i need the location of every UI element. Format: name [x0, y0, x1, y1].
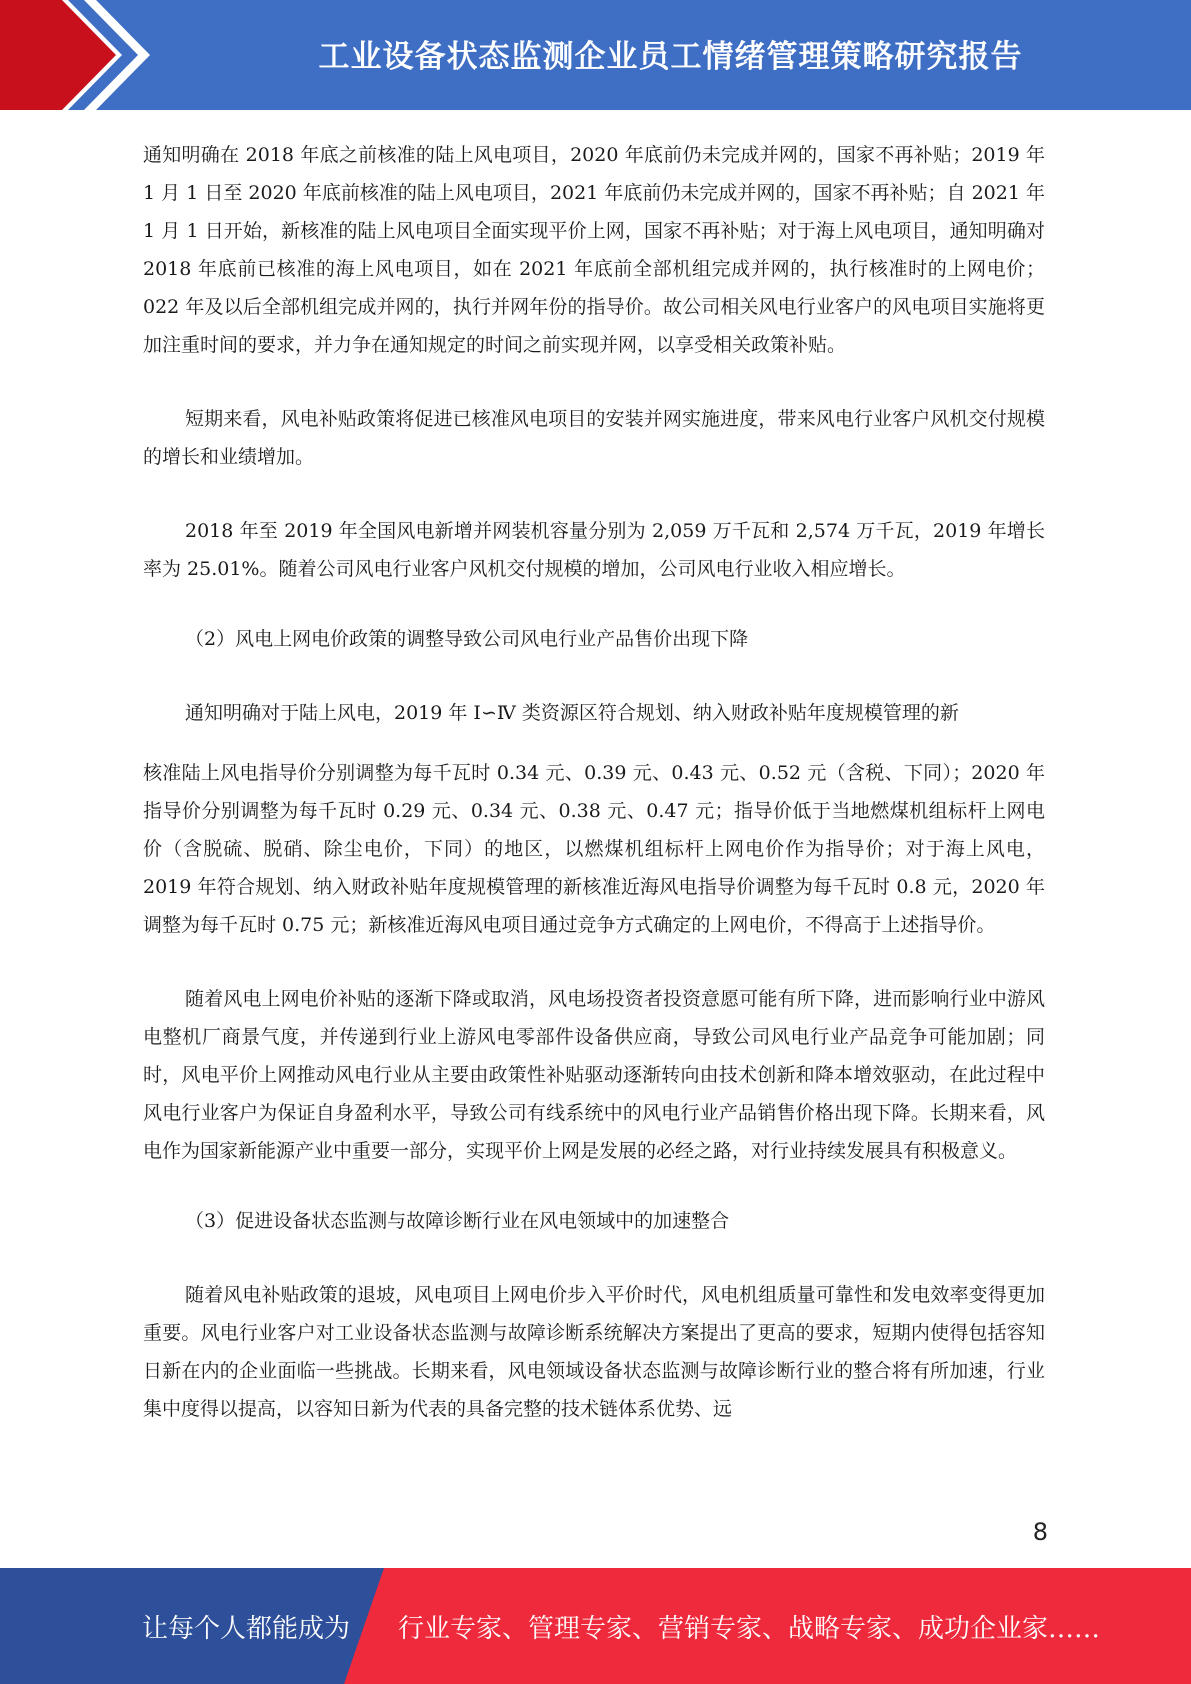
footer-slogan-right: 行业专家、管理专家、营销专家、战略专家、成功企业家…… [398, 1613, 1101, 1644]
page-number: 8 [1032, 1518, 1048, 1546]
report-title: 工业设备状态监测企业员工情绪管理策略研究报告 [318, 38, 1023, 75]
paragraph-1: 通知明确在 2018 年底之前核准的陆上风电项目，2020 年底前仍未完成并网的，国家不再补贴；2019 年 1 月 1 日至 2020 年底前核准的陆上风电项目，2021 年底前仍未完成并网的，国家不再补贴；自 2021 年 1 月 1 日开始，新核准的陆上风电项目全面实现平价上网，国家不再补贴；对于海上风电项目，通知明确对 2018 年底前已核准的海上风电项目，如在 2021 年底前全部机组完成并网的，执行核准时的上网电价；022 年及以后全部机组完成并网的，执行并网年份的指导价。故公司相关风电行业客户的风电项目实施将更加注重时间的要求，并力争在通知规定的时间之前实现并网，以享受相关政策补贴。 [143, 144, 1045, 356]
paragraph-6: 随着风电补贴政策的退坡，风电项目上网电价步入平价时代，风电机组质量可靠性和发电效率变得更加重要。风电行业客户对工业设备状态监测与故障诊断系统解决方案提出了更高的要求，短期内使得包括容知日新在内的企业面临一些挑战。长期来看，风电领域设备状态监测与故障诊断行业的整合将有所加速，行业集中度得以提高，以容知日新为代表的具备完整的技术链体系优势、远 [143, 1284, 1045, 1420]
section-heading-3: （3）促进设备状态监测与故障诊断行业在风电领域中的加速整合 [185, 1210, 730, 1232]
footer-banner [0, 1568, 1191, 1684]
paragraph-3: 2018 年至 2019 年全国风电新增并网装机容量分别为 2,059 万千瓦和 2,574 万千瓦，2019 年增长率为 25.01%。随着公司风电行业客户风机交付规模的增加，公司风电行业收入相应增长。 [143, 520, 1045, 580]
paragraph-4-first-line: 通知明确对于陆上风电，2019 年 Ⅰ∽Ⅳ 类资源区符合规划、纳入财政补贴年度规模管理的新 [185, 702, 959, 724]
footer-slogan-left: 让每个人都能成为 [142, 1613, 351, 1644]
paragraph-2: 短期来看，风电补贴政策将促进已核准风电项目的安装并网实施进度，带来风电行业客户风机交付规模的增长和业绩增加。 [143, 408, 1045, 468]
header-banner [0, 0, 1191, 110]
paragraph-5: 随着风电上网电价补贴的逐渐下降或取消，风电场投资者投资意愿可能有所下降，进而影响行业中游风电整机厂商景气度，并传递到行业上游风电零部件设备供应商，导致公司风电行业产品竞争可能加剧；同时，风电平价上网推动风电行业从主要由政策性补贴驱动逐渐转向由技术创新和降本增效驱动，在此过程中风电行业客户为保证自身盈利水平，导致公司有线系统中的风电行业产品销售价格出现下降。长期来看，风电作为国家新能源产业中重要一部分，实现平价上网是发展的必经之路，对行业持续发展具有积极意义。 [143, 988, 1045, 1162]
section-heading-2: （2）风电上网电价政策的调整导致公司风电行业产品售价出现下降 [185, 628, 749, 650]
document-body [143, 136, 1045, 1428]
paragraph-4: 核准陆上风电指导价分别调整为每千瓦时 0.34 元、0.39 元、0.43 元、0.52 元（含税、下同）；2020 年指导价分别调整为每千瓦时 0.29 元、0.34 元、0.38 元、0.47 元；指导价低于当地燃煤机组标杆上网电价（含脱硫、脱硝、除尘电价，下同）的地区，以燃煤机组标杆上网电价作为指导价；对于海上风电，2019 年符合规划、纳入财政补贴年度规模管理的新核准近海风电指导价调整为每千瓦时 0.8 元，2020 年调整为每千瓦时 0.75 元；新核准近海风电项目通过竞争方式确定的上网电价，不得高于上述指导价。 [143, 762, 1045, 936]
